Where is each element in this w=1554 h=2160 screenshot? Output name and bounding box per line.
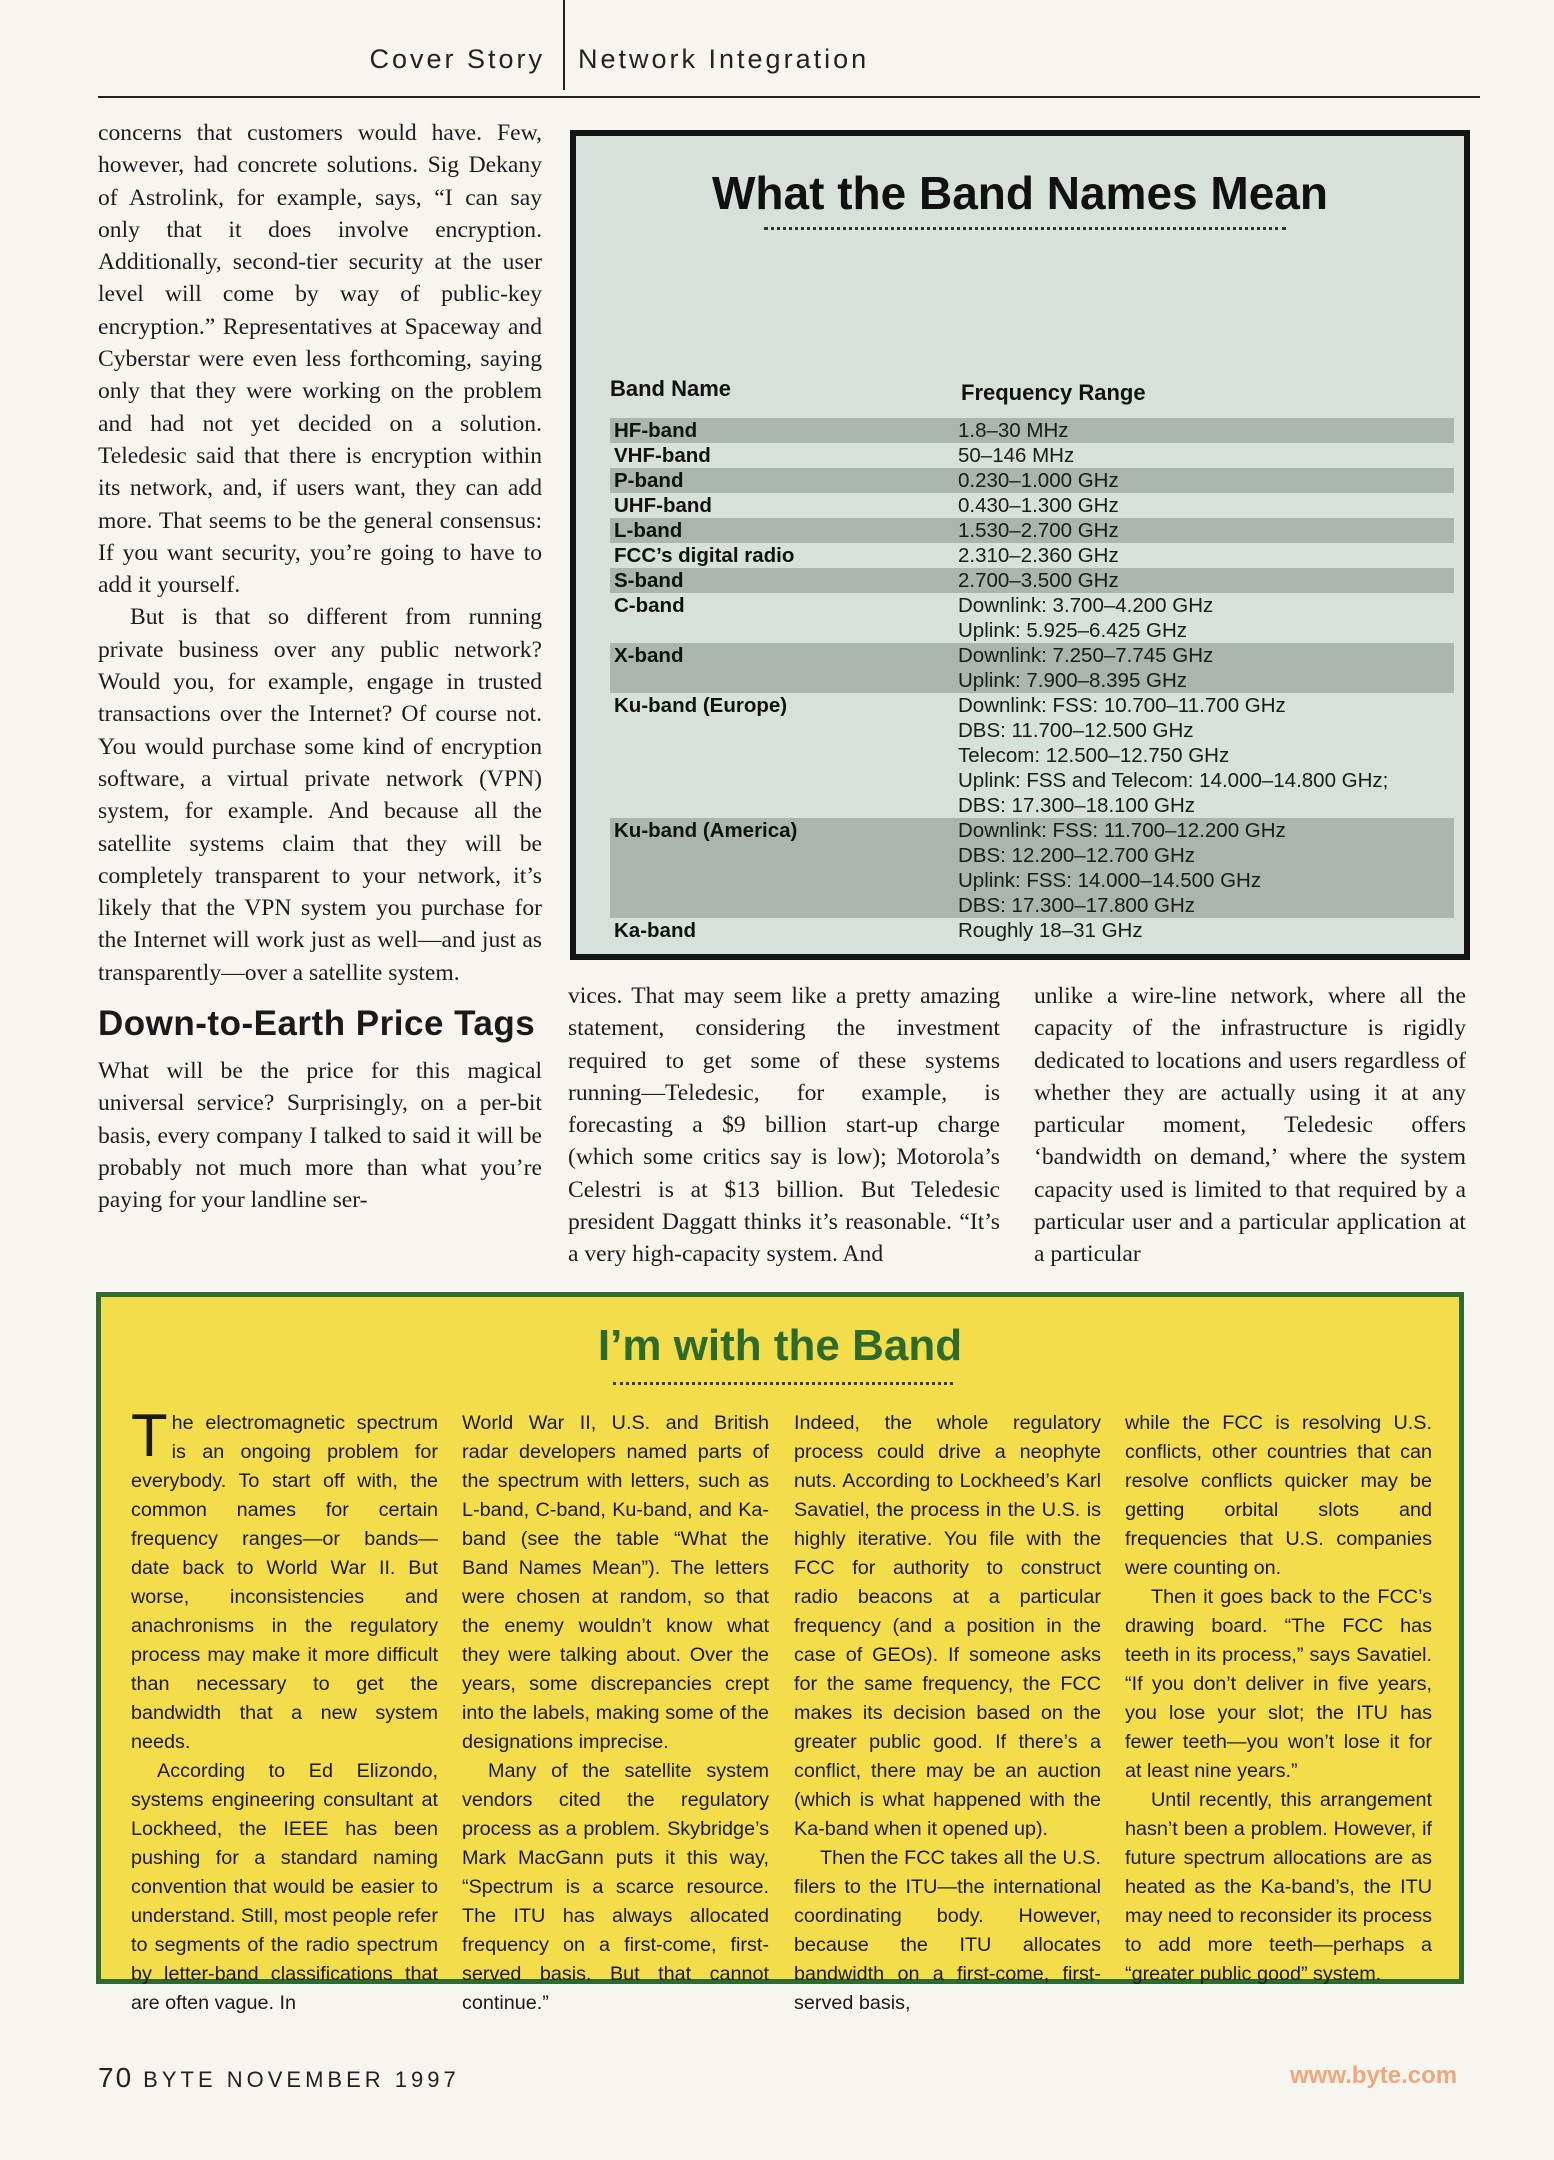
frequency-line: DBS: 11.700–12.500 GHz — [958, 719, 1194, 742]
article-paragraph: concerns that customers would have. Few, however, had concrete solutions. Sig Dekany of Astrolink, for example, says, “I can say only that it does involve encryption. Additionally, second-tier security at the user level will come by way of public-key encryption.” Representatives at Spaceway and Cyberstar were even less forthcoming, saying only that they were working on the problem and had not yet decided on a solution. Teledesic said that there is encryption within its network, and, if users want, they can add more. That seems to be the general consensus: If you want security, you’re going to have to add it yourself. — [98, 120, 542, 599]
band-names-table-box — [570, 130, 1470, 960]
band-name-cell: Ku-band (America) — [614, 819, 798, 842]
frequency-cell — [958, 593, 1454, 643]
publication-date: BYTE NOVEMBER 1997 — [143, 2067, 460, 2092]
band-name-cell: FCC’s digital radio — [614, 544, 795, 567]
section-label: Cover Story — [369, 44, 545, 74]
band-row — [610, 593, 1454, 643]
band-row — [610, 518, 1454, 543]
frequency-line: Downlink: 3.700–4.200 GHz — [958, 594, 1214, 617]
band-row — [610, 568, 1454, 593]
band-name-cell: Ku-band (Europe) — [614, 694, 788, 717]
band-row — [610, 918, 1454, 943]
sidebar-paragraph: Indeed, the whole regulatory process could drive a neophyte nuts. According to Lockheed’s Karl Savatiel, the process in the U.S. is highly iterative. You file with the FCC for authority to construct radio beacons at a particular frequency (and a position in the case of GEOs). If someone asks for the same frequency, the FCC makes its decision based on the greater public good. If there’s a conflict, there may be an auction (which is what happened with the Ka-band when it opened up). — [794, 1412, 1101, 1840]
frequency-line: DBS: 12.200–12.700 GHz — [958, 844, 1196, 867]
frequency-cell — [958, 493, 1454, 518]
frequency-cell — [958, 443, 1454, 468]
frequency-cell — [958, 418, 1454, 443]
sidebar-title-dotted-rule — [613, 1382, 953, 1385]
band-table-rows — [610, 418, 1454, 943]
article-column-3 — [1034, 980, 1466, 1271]
page-folio — [98, 2062, 460, 2094]
frequency-line: Uplink: FSS and Telecom: 14.000–14.800 GHz; — [958, 769, 1389, 792]
article-column-1 — [98, 117, 542, 1217]
frequency-cell — [958, 468, 1454, 493]
drop-cap: T — [131, 1402, 168, 1469]
band-name-cell: X-band — [614, 644, 684, 667]
band-name-cell: VHF-band — [614, 444, 711, 467]
frequency-line: Uplink: 5.925–6.425 GHz — [958, 619, 1188, 642]
header-rule — [98, 96, 1480, 98]
band-name-cell: UHF-band — [614, 494, 712, 517]
article-column-2 — [568, 980, 1000, 1271]
frequency-line: DBS: 17.300–18.100 GHz — [958, 794, 1196, 817]
frequency-cell — [958, 818, 1454, 918]
column-header-frequency-range: Frequency Range — [961, 380, 1146, 405]
frequency-line: Downlink: FSS: 11.700–12.200 GHz — [958, 819, 1286, 842]
article-paragraph: unlike a wire-line network, where all the capacity of the infrastructure is rigidly dedicated to locations and users regardless of whether they are actually using it at any particular moment, Teledesic offers ‘bandwidth on demand,’ where the system capacity used is limited to that required by a particular user and a particular application at a particular — [1034, 983, 1466, 1268]
sidebar-paragraph: According to Ed Elizondo, systems engineering consultant at Lockheed, the IEEE has been pushing for a standard naming convention that would be easier to understand. Still, most people refer to segments of the radio spectrum by letter-band classifications that are often vague. In — [131, 1760, 438, 2014]
frequency-line: Uplink: 7.900–8.395 GHz — [958, 669, 1188, 692]
topic-label: Network Integration — [578, 44, 870, 74]
frequency-line: 2.700–3.500 GHz — [958, 569, 1119, 592]
frequency-line: 1.530–2.700 GHz — [958, 519, 1119, 542]
article-paragraph: vices. That may seem like a pretty amazing statement, considering the investment required to get some of these systems running—Teledesic, for example, is forecasting a $9 billion start-up charge (which some critics say is low); Motorola’s Celestri is at $13 billion. But Teledesic president Daggatt thinks it’s reasonable. “It’s a very high-capacity system. And — [568, 983, 1000, 1268]
article-paragraph: But is that so different from running private business over any public network? Would you, for example, engage in trusted transactions over the Internet? Of course not. You would purchase some kind of encryption software, a virtual private network (VPN) system, for example. And because all the satellite systems claim that they will be completely transparent to your network, it’s likely that the VPN system you purchase for the Internet will work just as well—and just as transparently—over a satellite system. — [98, 604, 542, 986]
frequency-line: 1.8–30 MHz — [958, 419, 1069, 442]
sidebar-column-4 — [1125, 1409, 1432, 1989]
band-row — [610, 693, 1454, 818]
band-row — [610, 468, 1454, 493]
sidebar-title: I’m with the Band — [597, 1321, 963, 1370]
frequency-line: Roughly 18–31 GHz — [958, 919, 1143, 942]
frequency-cell — [958, 543, 1454, 568]
table-title: What the Band Names Mean — [712, 167, 1328, 219]
band-row — [610, 418, 1454, 443]
frequency-cell — [958, 518, 1454, 543]
band-name-cell: L-band — [614, 519, 683, 542]
sidebar-column-1 — [131, 1402, 438, 2018]
band-name-cell: C-band — [614, 594, 685, 617]
sidebar-paragraph: World War II, U.S. and British radar developers named parts of the spectrum with letters, such as L-band, C-band, Ku-band, and Ka-band (see the table “What the Band Names Mean”). The letters were chosen at random, so that the enemy wouldn’t know what they were talking about. Over the years, some discrepancies crept into the labels, making some of the designations imprecise. — [462, 1412, 769, 1753]
frequency-line: Downlink: 7.250–7.745 GHz — [958, 644, 1214, 667]
frequency-cell — [958, 643, 1454, 693]
frequency-line: 50–146 MHz — [958, 444, 1075, 467]
band-row — [610, 543, 1454, 568]
article-paragraph: What will be the price for this magical universal service? Surprisingly, on a per-bit basis, every company I talked to said it will be probably not much more than what you’re paying for your landline ser- — [98, 1058, 542, 1214]
sidebar-paragraph: Then the FCC takes all the U.S. filers to the ITU—the international coordinating body. However, because the ITU allocates bandwidth on a first-come, first-served basis, — [794, 1847, 1101, 2014]
sidebar-im-with-the-band — [96, 1292, 1464, 2014]
band-name-cell: HF-band — [614, 419, 698, 442]
sidebar-paragraph: Then it goes back to the FCC’s drawing board. “The FCC has teeth in its process,” says Savatiel. “If you don’t deliver in five years, you lose your slot; the ITU has fewer teeth—you won’t lose it for at least nine years.” — [1125, 1586, 1432, 1782]
frequency-line: 2.310–2.360 GHz — [958, 544, 1119, 567]
frequency-cell — [958, 693, 1454, 818]
frequency-line: Downlink: FSS: 10.700–11.700 GHz — [958, 694, 1286, 717]
sidebar-column-3 — [794, 1409, 1101, 2018]
band-row — [610, 818, 1454, 918]
band-name-cell: S-band — [614, 569, 684, 592]
page-number: 70 — [98, 2062, 134, 2093]
band-row — [610, 443, 1454, 468]
band-row — [610, 493, 1454, 518]
frequency-line: DBS: 17.300–17.800 GHz — [958, 894, 1196, 917]
subhead: Down-to-Earth Price Tags — [98, 1004, 536, 1044]
frequency-line: 0.230–1.000 GHz — [958, 469, 1119, 492]
header-divider — [563, 0, 565, 90]
sidebar-paragraph: Many of the satellite system vendors cited the regulatory process as a problem. Skybridge’s Mark MacGann puts it this way, “Spectrum is a scarce resource. The ITU has always allocated frequency on a first-come, first-served basis. But that cannot continue.” — [462, 1760, 769, 2014]
frequency-cell — [958, 568, 1454, 593]
title-dotted-rule — [764, 227, 1286, 230]
frequency-cell — [958, 918, 1454, 943]
band-name-cell: P-band — [614, 469, 684, 492]
website-url: www.byte.com — [1290, 2062, 1458, 2089]
frequency-line: Telecom: 12.500–12.750 GHz — [958, 744, 1230, 767]
frequency-line: 0.430–1.300 GHz — [958, 494, 1119, 517]
band-name-cell: Ka-band — [614, 919, 696, 942]
column-header-band-name: Band Name — [610, 376, 732, 401]
sidebar-column-2 — [462, 1409, 769, 2018]
sidebar-paragraph: The electromagnetic spectrum is an ongoing problem for everybody. To start off with, the common names for certain frequency ranges—or bands—date back to World War II. But worse, inconsistencies and anachronisms in the regulatory process may make it more difficult than necessary to get the bandwidth that a new system needs. — [131, 1402, 438, 1753]
sidebar-paragraph: Until recently, this arrangement hasn’t been a problem. However, if future spectrum allocations are as heated as the Ka-band’s, the ITU may need to reconsider its process to add more teeth—perhaps a “greater public good” system. — [1125, 1789, 1432, 1985]
frequency-line: Uplink: FSS: 14.000–14.500 GHz — [958, 869, 1262, 892]
band-row — [610, 643, 1454, 693]
sidebar-paragraph: while the FCC is resolving U.S. conflicts, other countries that can resolve conflicts quicker may be getting orbital slots and frequencies that U.S. companies were counting on. — [1125, 1412, 1432, 1579]
